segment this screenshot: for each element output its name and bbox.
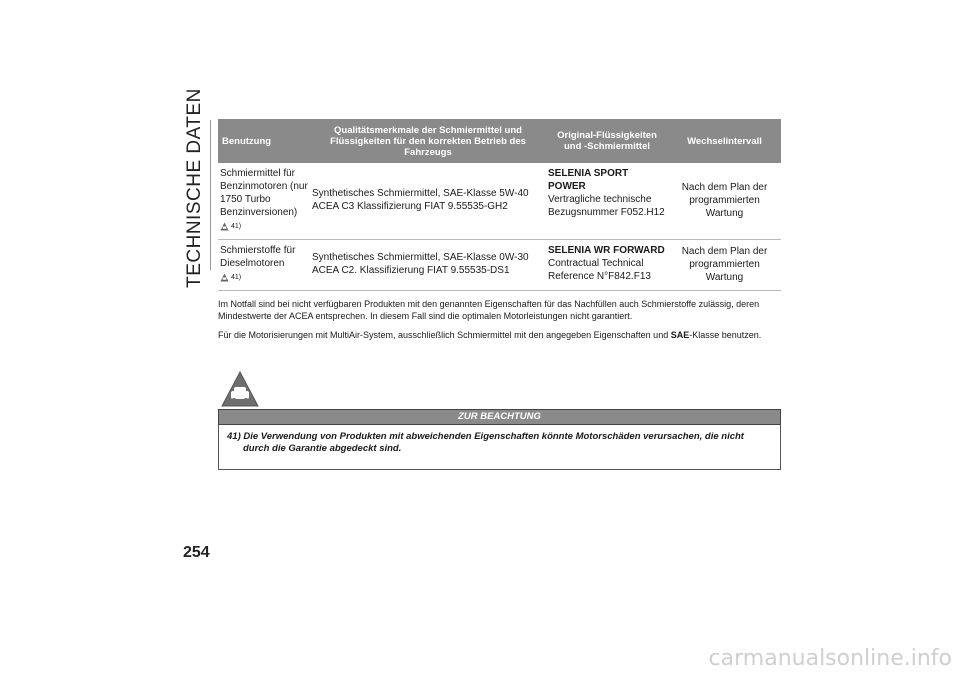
watermark: carmanualsonline.info <box>708 646 952 671</box>
section-divider <box>210 120 211 270</box>
cell-interval: Nach dem Plan der programmierten Wartung <box>668 240 781 291</box>
usage-text: Schmierstoffe für Dieselmotoren <box>220 245 296 269</box>
note-multiair-sae: SAE <box>670 330 690 340</box>
cell-product <box>546 240 668 291</box>
warning-text-line1: 41) Die Verwendung von Produkten mit abweichenden Eigenschaften könnte Motorschäden verursachen, die nicht <box>227 431 744 442</box>
product-name: SELENIA SPORT POWER <box>548 168 629 192</box>
cell-usage <box>218 163 310 240</box>
table-header-row <box>218 119 781 163</box>
header-original-fluids: Original-Flüssigkeiten und -Schmiermittel <box>546 119 668 163</box>
car-warning-icon <box>220 370 260 408</box>
lubricant-table <box>218 119 781 291</box>
warning-reference[interactable] <box>220 271 308 284</box>
cell-quality: Synthetisches Schmiermittel, SAE-Klasse 0W-30 ACEA C2. Klassifizierung FIAT 9.55535-DS1 <box>310 240 546 291</box>
product-detail: Contractual Technical Reference N°F842.F13 <box>548 258 651 282</box>
warning-text-line2: durch die Garantie abgedeckt sind. <box>243 443 402 454</box>
car-warning-icon <box>220 222 229 231</box>
warning-box <box>218 425 781 470</box>
header-usage: Benutzung <box>218 119 310 163</box>
note-multiair <box>218 329 778 341</box>
product-name: SELENIA WR FORWARD <box>548 245 665 256</box>
cell-product <box>546 163 668 240</box>
table-row <box>218 240 781 291</box>
usage-text: Schmiermittel für Benzinmotoren (nur 1750 Turbo Benzinversionen) <box>220 168 308 218</box>
note-acea: Im Notfall sind bei nicht verfügbaren Produkten mit den genannten Eigenschaften für das Nachfüllen auch Schmierstoffe zulässig, deren Mindestwerte der ACEA entsprechen. In diesem Fall sind die optimalen Motorleistungen nicht garantiert. <box>218 299 760 321</box>
header-quality: Qualitätsmerkmale der Schmiermittel und Flüssigkeiten für den korrekten Betrieb des Fahrzeugs <box>310 119 546 163</box>
page-number: 254 <box>183 544 210 561</box>
car-warning-icon <box>220 273 229 282</box>
warning-reference-number: 41) <box>231 223 242 230</box>
warning-reference-number: 41) <box>231 274 242 281</box>
cell-interval: Nach dem Plan der programmierten Wartung <box>668 163 781 240</box>
note-multiair-prefix: Für die Motorisierungen mit MultiAir-System, ausschließlich Schmiermittel mit den angegeben Eigenschaften und <box>218 330 671 340</box>
cell-quality: Synthetisches Schmiermittel, SAE-Klasse 5W-40 ACEA C3 Klassifizierung FIAT 9.55535-GH2 <box>310 163 546 240</box>
product-detail: Vertragliche technische Bezugsnummer F052.H12 <box>548 194 665 218</box>
section-title-text: TECHNISCHE DATEN <box>184 88 205 288</box>
section-title <box>180 88 210 288</box>
header-interval: Wechselintervall <box>668 119 781 163</box>
note-multiair-suffix: -Klasse benutzen. <box>689 330 762 340</box>
warning-reference[interactable] <box>220 220 308 233</box>
table-row <box>218 163 781 240</box>
warning-title: ZUR BEACHTUNG <box>218 409 781 425</box>
cell-usage <box>218 240 310 291</box>
